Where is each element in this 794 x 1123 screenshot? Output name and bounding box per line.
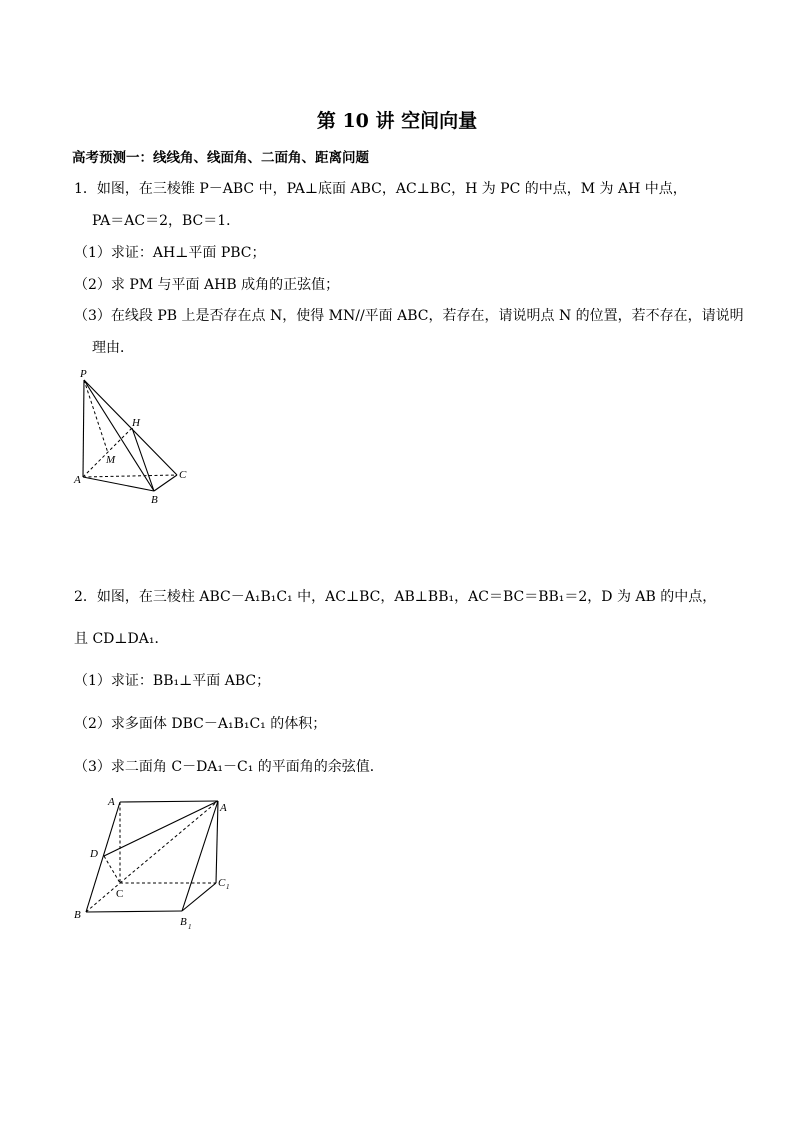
q2-prism-figure: [70, 790, 240, 935]
q2-part2: （2）求多面体 DBC－A₁B₁C₁ 的体积；: [74, 716, 327, 732]
label-C1-subscript: 1: [226, 883, 230, 891]
label-D: D: [90, 848, 98, 860]
edge-PB: [84, 380, 154, 491]
edge-A1C1: [216, 801, 218, 883]
edge-BC-hidden: [86, 883, 120, 912]
q1-part1: （1）求证：AH⊥平面 PBC；: [74, 245, 266, 261]
section-heading: 高考预测一：线线角、线面角、二面角、距离问题: [72, 150, 369, 166]
label-H: H: [132, 417, 140, 429]
segment-DC-hidden: [104, 856, 120, 883]
segment-PM-hidden: [84, 380, 108, 453]
q1-stem-line2: PA＝AC＝2，BC＝1．: [92, 213, 241, 229]
q1-part2: （2）求 PM 与平面 AHB 成角的正弦值；: [74, 277, 340, 293]
page-title: 第 10 讲 空间向量: [316, 110, 478, 132]
label-A1: A: [220, 802, 227, 814]
q2-stem-line1: 2．如图，在三棱柱 ABC－A₁B₁C₁ 中，AC⊥BC，AB⊥BB₁，AC＝BC＝BB₁＝2，D 为 AB 的中点，: [74, 589, 717, 605]
label-C: C: [116, 888, 124, 900]
edge-AA1: [120, 801, 218, 802]
segment-DA1: [104, 801, 218, 856]
segment-HB: [132, 428, 154, 491]
segment-AH-hidden: [83, 428, 132, 477]
label-C1: C: [218, 877, 226, 889]
q2-part3: （3）求二面角 C－DA₁－C₁ 的平面角的余弦值．: [74, 759, 384, 775]
edge-AC-hidden: [83, 475, 177, 477]
label-M: M: [106, 454, 116, 466]
edge-BB1: [86, 911, 182, 912]
q1-pyramid-figure: [70, 365, 200, 510]
q1-part3-line1: （3）在线段 PB 上是否存在点 N，使得 MN//平面 ABC，若存在，请说明点 N 的位置，若不存在，请说明: [74, 308, 744, 324]
q1-part3-line2: 理由．: [92, 340, 134, 356]
label-A: A: [74, 474, 81, 486]
edge-BC: [154, 475, 177, 491]
label-P: P: [80, 368, 87, 380]
q2-stem-line2: 且 CD⊥DA₁．: [74, 631, 169, 647]
edge-PC: [84, 380, 177, 475]
edge-AB: [83, 477, 154, 491]
label-B1-subscript: 1: [188, 923, 192, 931]
edge-PA: [83, 380, 84, 477]
q2-part1: （1）求证：BB₁⊥平面 ABC；: [74, 673, 271, 689]
edge-A1B1: [182, 801, 218, 911]
q1-stem-line1: 1．如图，在三棱锥 P－ABC 中，PA⊥底面 ABC，AC⊥BC，H 为 PC 的中点，M 为 AH 中点，: [74, 181, 687, 197]
label-C: C: [179, 469, 187, 481]
segment-CA1-hidden: [120, 801, 218, 883]
label-B: B: [74, 909, 81, 921]
label-A: A: [108, 796, 115, 808]
label-B1: B: [180, 916, 187, 928]
label-B: B: [151, 494, 158, 506]
